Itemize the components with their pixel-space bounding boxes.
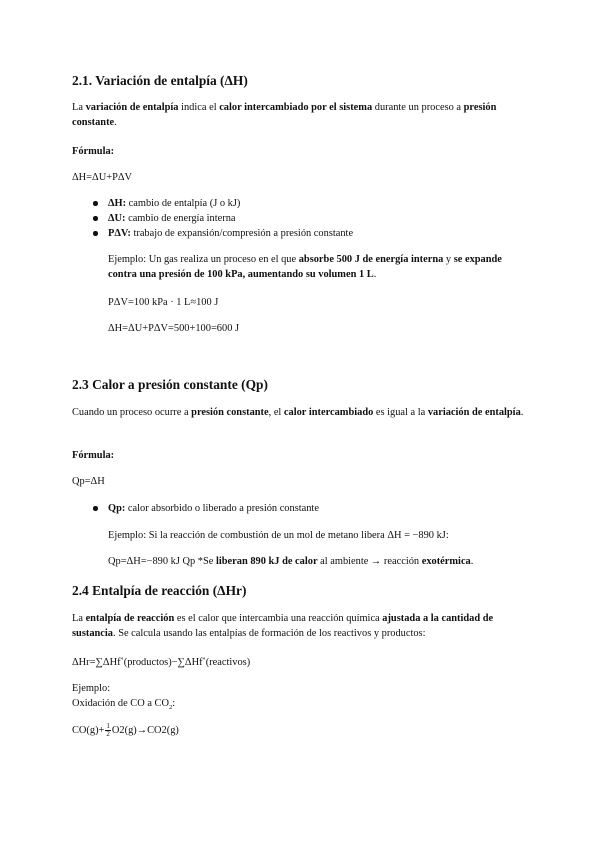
fraction-one-half: $\frac{1}{2}$ bbox=[106, 722, 110, 739]
formula-label-2-3: Fórmula: bbox=[72, 450, 115, 461]
section-heading-2-3: 2.3 Calor a presión constante (Qp) bbox=[72, 377, 268, 392]
intro-paragraph-2-3: Cuando un proceso ocurre a presión constante, el calor intercambiado es igual a la variación de entalpía. bbox=[72, 407, 524, 418]
calculation-line: PΔV=100 kPa · 1 L≈100 J bbox=[108, 297, 219, 308]
intro-paragraph-2-4: La entalpía de reacción es el calor que intercambia una reacción química ajustada a la cantidad de sustancia. Se calcula usando las entalpías de formación de los reactivos y productos: bbox=[72, 613, 494, 639]
example-paragraph-2-1: Ejemplo: Un gas realiza un proceso en el que absorbe 500 J de energía interna y se expande contra una presión de 100 kPa, aumentando su volumen 1 L. bbox=[108, 254, 502, 280]
bullet-item: ΔU: cambio de energía interna bbox=[108, 211, 530, 226]
formula-2-1: ΔH=ΔU+PΔV bbox=[72, 172, 133, 183]
formula-2-3: Qp=ΔH bbox=[72, 476, 105, 487]
section-heading-2-1: 2.1. Variación de entalpía (ΔH) bbox=[72, 73, 248, 88]
example-label-2-4: Ejemplo: bbox=[72, 683, 111, 694]
formula-label-2-1: Fórmula: bbox=[72, 146, 115, 157]
reaction-equation: CO(g)+ $\frac{1}{2}$ O2(g)→CO2(g) bbox=[72, 722, 179, 739]
example-description-2-4: Oxidación de CO a $CO_2$: bbox=[72, 698, 176, 712]
bullet-item: Qp: calor absorbido o liberado a presión constante bbox=[108, 501, 530, 516]
formula-2-4: ΔHr=∑ΔHf∘(productos)−∑ΔHf∘(reactivos) bbox=[72, 655, 251, 668]
bullet-item: PΔV: trabajo de expansión/compresión a presión constante bbox=[108, 226, 530, 241]
intro-paragraph-2-1: La variación de entalpía indica el calor intercambiado por el sistema durante un proceso a presión constante. bbox=[72, 102, 497, 128]
example-paragraph-2-3: Ejemplo: Si la reacción de combustión de un mol de metano libera ΔH = −890 kJ: bbox=[108, 530, 449, 541]
result-line-2-3: Qp=ΔH=−890 kJ Qp *Se liberan 890 kJ de calor al ambiente → reacción exotérmica. bbox=[108, 556, 474, 567]
calculation-line: ΔH=ΔU+PΔV=500+100=600 J bbox=[108, 323, 240, 334]
section-heading-2-4: 2.4 Entalpía de reacción (ΔHr) bbox=[72, 583, 247, 598]
bullet-item: ΔH: cambio de entalpía (J o kJ) bbox=[108, 196, 530, 211]
